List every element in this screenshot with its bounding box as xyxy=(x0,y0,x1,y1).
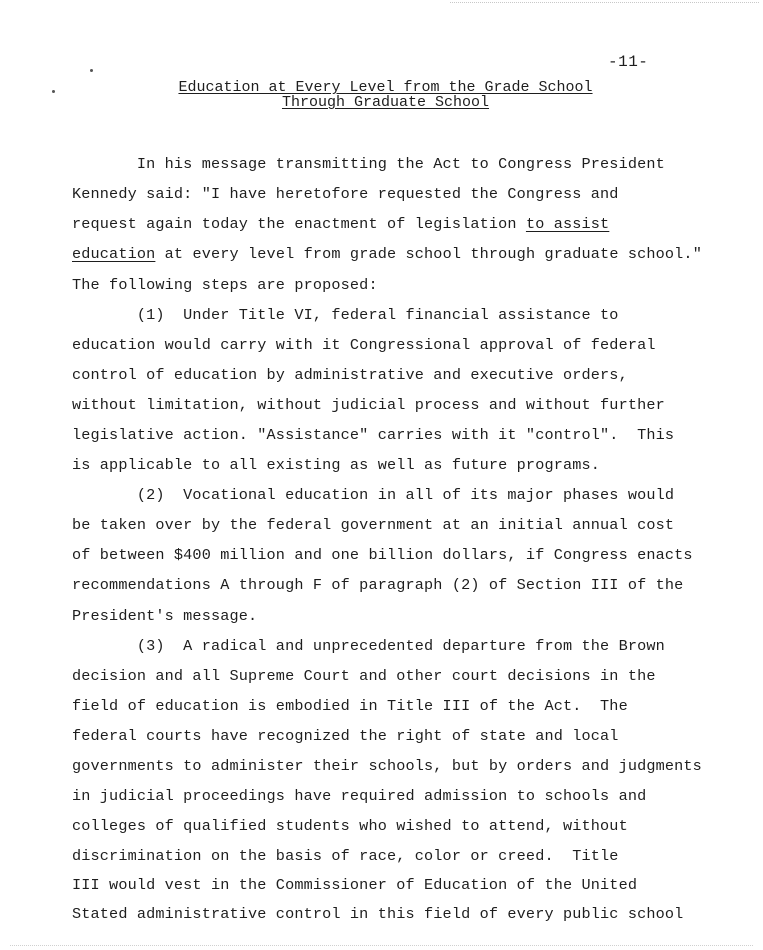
body-line: be taken over by the federal government at an initial annual cost xyxy=(72,516,675,534)
scan-edge-top xyxy=(450,2,759,3)
body-line: III would vest in the Commissioner of Education of the United xyxy=(72,876,638,894)
body-line: discrimination on the basis of race, color or creed. Title xyxy=(72,847,619,865)
body-line: In his message transmitting the Act to Congress President xyxy=(72,155,665,173)
body-line: (2) Vocational education in all of its major phases would xyxy=(72,486,675,504)
body-line: recommendations A through F of paragraph (2) of Section III of the xyxy=(72,576,684,594)
body-line xyxy=(72,215,609,233)
body-line: is applicable to all existing as well as future programs. xyxy=(72,456,601,474)
body-line: colleges of qualified students who wished to attend, without xyxy=(72,817,628,835)
section-title-line-2: Through Graduate School xyxy=(281,94,490,111)
body-line: of between $400 million and one billion dollars, if Congress enacts xyxy=(72,546,693,564)
section-title-line-1: Education at Every Level from the Grade School xyxy=(178,79,593,96)
body-line: legislative action. "Assistance" carries with it "control". This xyxy=(72,426,675,444)
body-line: in judicial proceedings have required admission to schools and xyxy=(72,787,647,805)
body-text: request again today the enactment of legislation xyxy=(72,215,526,233)
body-line: without limitation, without judicial process and without further xyxy=(72,396,665,414)
underlined-phrase: to assist xyxy=(525,215,610,233)
scan-edge-bottom xyxy=(10,945,753,946)
body-line: federal courts have recognized the right of state and local xyxy=(72,727,619,745)
body-line: The following steps are proposed: xyxy=(72,276,378,294)
body-line: Stated administrative control in this field of every public school xyxy=(72,905,684,923)
body-line: Kennedy said: "I have heretofore requested the Congress and xyxy=(72,185,619,203)
body-line: decision and all Supreme Court and other court decisions in the xyxy=(72,667,656,685)
body-line xyxy=(72,245,702,263)
underlined-phrase: education xyxy=(72,245,156,263)
body-text: at every level from grade school through graduate school." xyxy=(155,245,702,263)
body-line: education would carry with it Congressional approval of federal xyxy=(72,336,656,354)
body-line: (1) Under Title VI, federal financial assistance to xyxy=(72,306,619,324)
body-line: (3) A radical and unprecedented departure from the Brown xyxy=(72,637,665,655)
body-line: field of education is embodied in Title III of the Act. The xyxy=(72,697,628,715)
body-line: governments to administer their schools, but by orders and judgments xyxy=(72,757,702,775)
scan-speck xyxy=(90,69,93,72)
body-line: control of education by administrative and executive orders, xyxy=(72,366,628,384)
page-number: -11- xyxy=(608,53,649,71)
section-title xyxy=(0,80,763,110)
body-line: President's message. xyxy=(72,607,258,625)
